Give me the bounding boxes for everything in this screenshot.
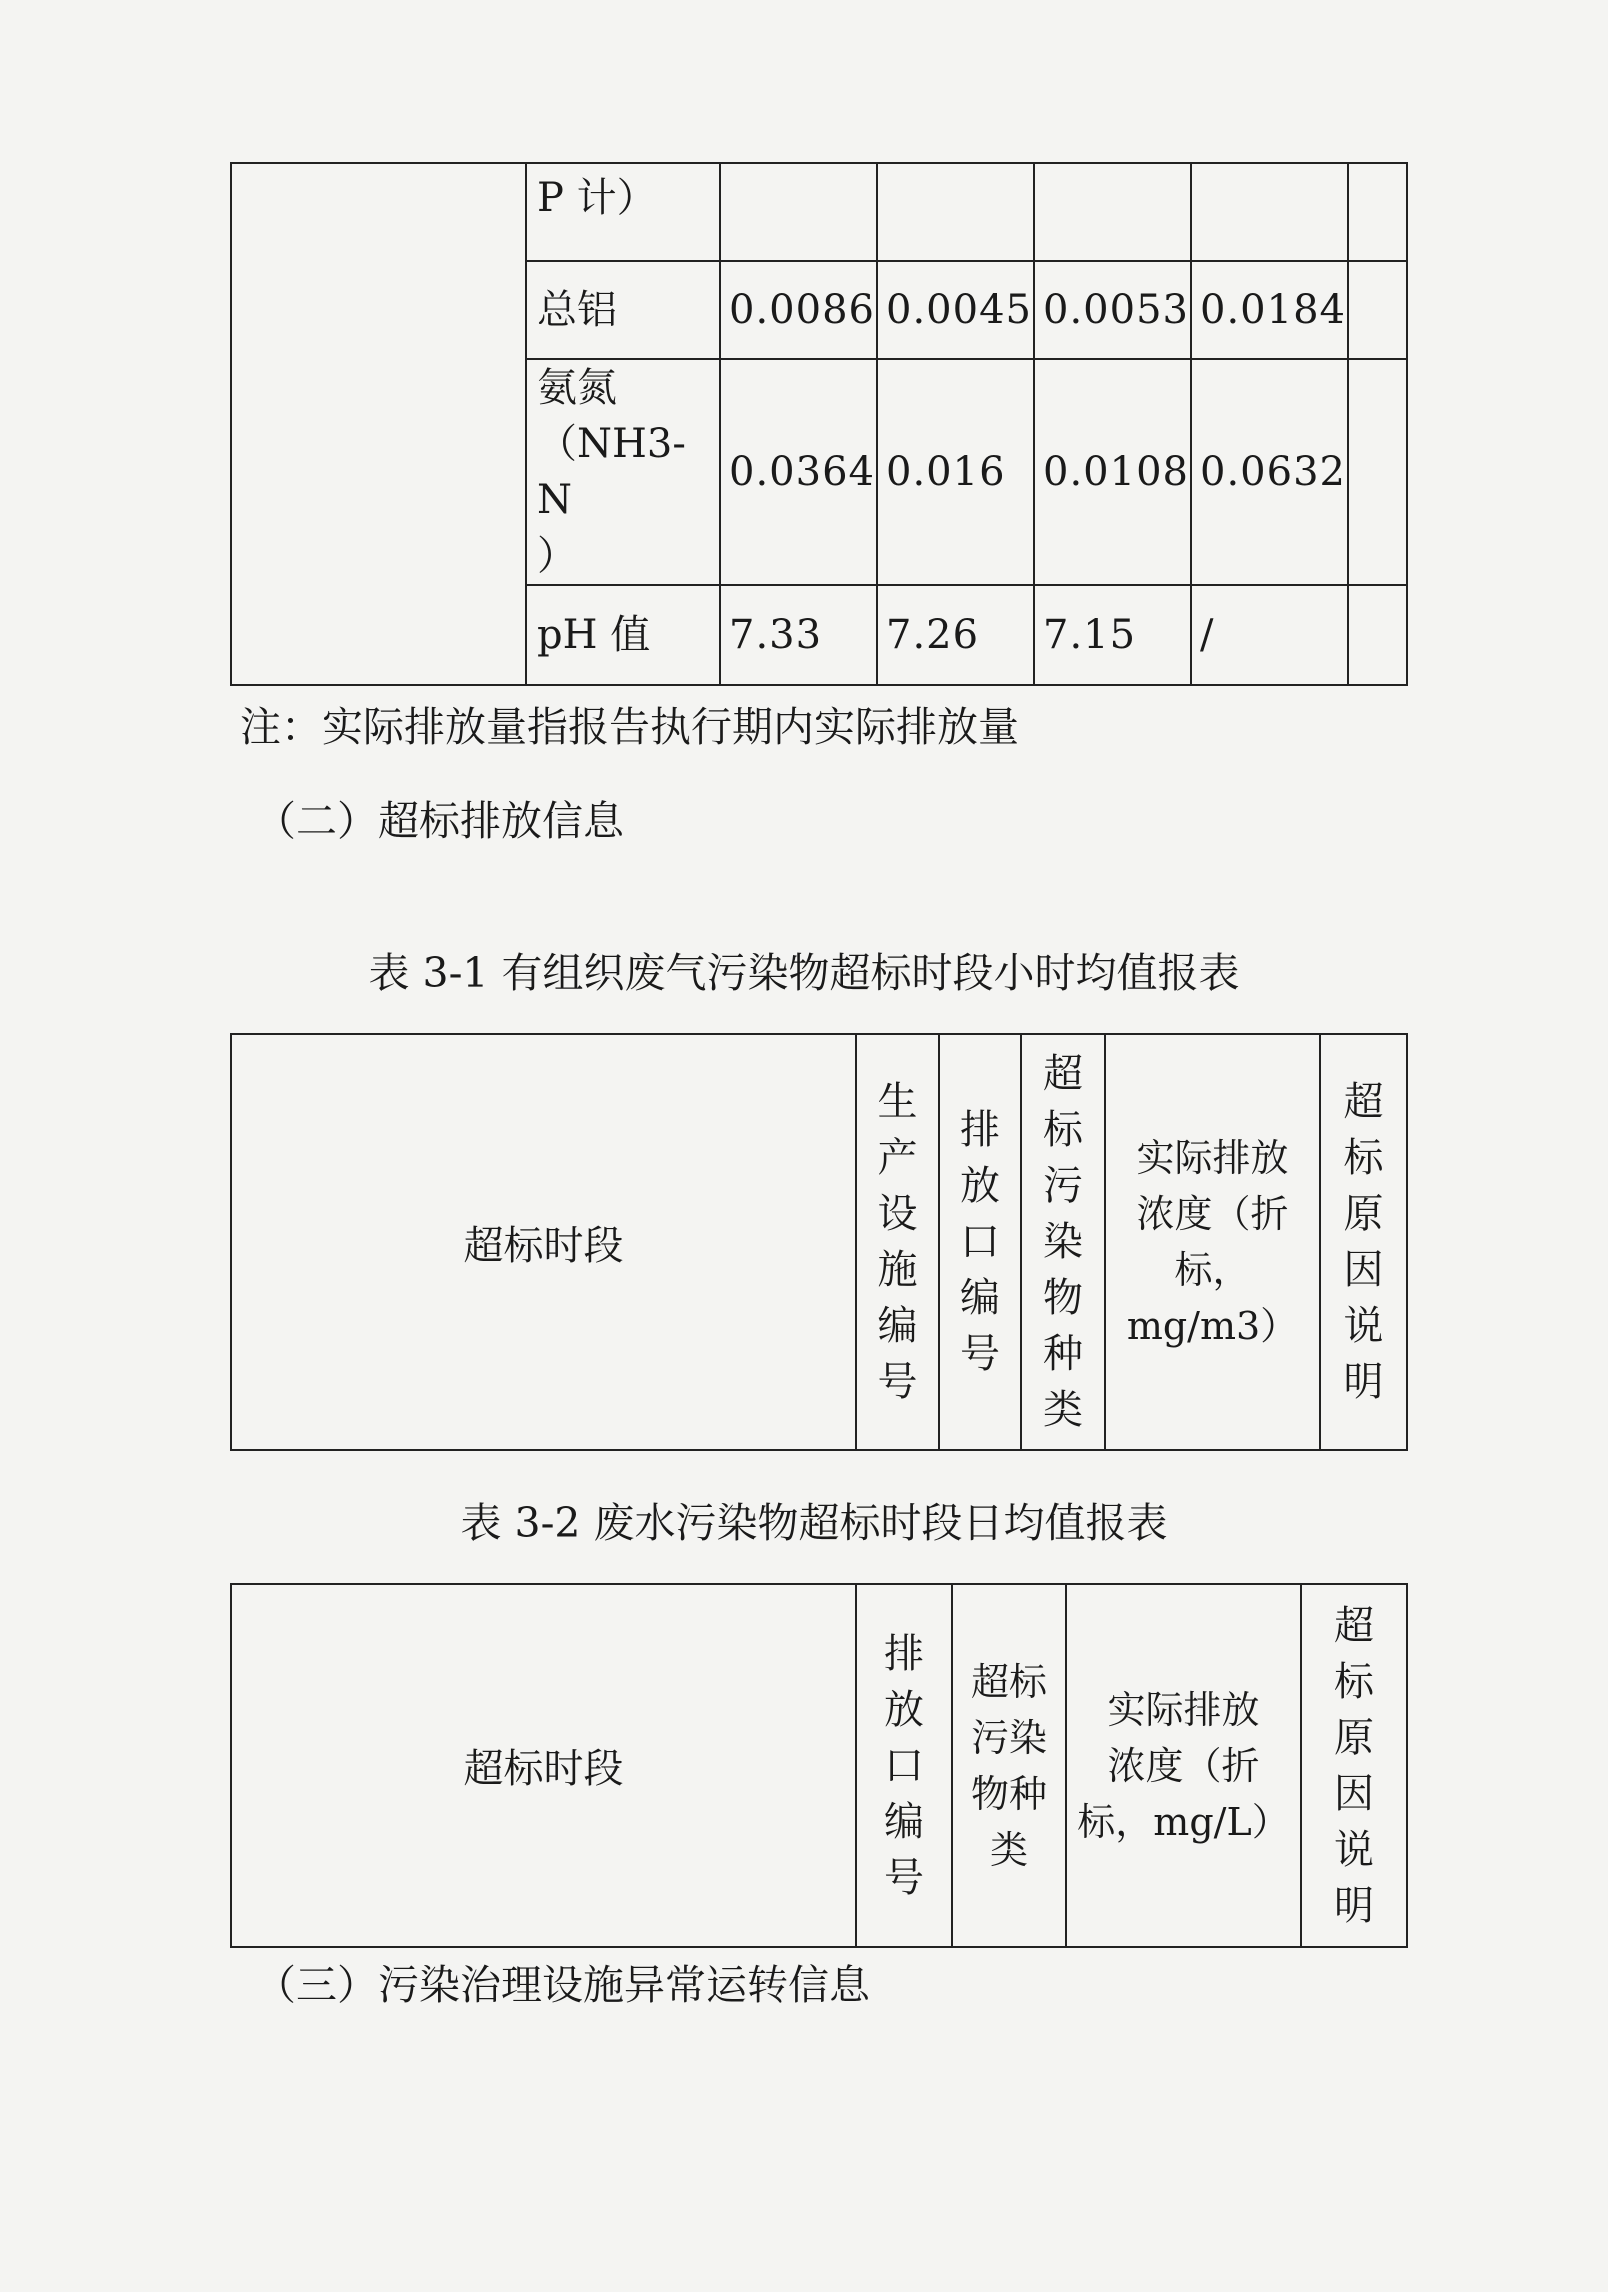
header-line: 超标 [970,1659,1047,1704]
value-cell [1034,163,1191,261]
vertical-text: 生产设施编号 [877,1079,918,1405]
emissions-data-table [230,162,1408,686]
header-line: 浓度（折 [1107,1743,1260,1788]
value-cell [1191,163,1348,261]
value-cell: 0.0045 [877,261,1034,359]
value-cell: 7.33 [720,585,877,685]
header-line: mg/m3） [1126,1304,1299,1348]
row-label: P 计） [526,163,720,261]
value-cell: 0.0086 [720,261,877,359]
header-concentration [1066,1584,1301,1947]
header-facility-id [856,1034,939,1450]
table-3-1-caption: 表 3-1 有组织废气污染物超标时段小时均值报表 [368,949,1240,997]
header-pollutant-type [1021,1034,1105,1450]
value-cell [877,163,1034,261]
header-line: 标，mg/L） [1077,1799,1290,1844]
row-label [526,359,720,585]
value-cell: 7.15 [1034,585,1191,685]
value-cell [1348,261,1407,359]
header-line: 实际排放 [1136,1136,1289,1180]
header-reason [1301,1584,1407,1947]
vertical-text: 超标原因说明 [1343,1079,1384,1405]
header-line: 类 [989,1827,1028,1872]
value-cell: 0.016 [877,359,1034,585]
value-cell [720,163,877,261]
header-line: 物种 [970,1771,1047,1816]
vertical-text: 排放口编号 [884,1630,924,1901]
value-cell: 0.0632 [1191,359,1348,585]
row-label: pH 值 [526,585,720,685]
table-3-2 [230,1583,1408,1948]
vertical-text: 排放口编号 [960,1107,1000,1377]
value-cell [1348,585,1407,685]
row-label: 总铝 [526,261,720,359]
value-cell: 0.0184 [1191,261,1348,359]
label-line: 氨氮 [537,365,617,411]
vertical-text: 超标原因说明 [1334,1602,1374,1929]
header-period: 超标时段 [231,1034,856,1450]
section-heading-3: （三）污染治理设施异常运转信息 [255,1961,870,2009]
value-cell: 0.0364 [720,359,877,585]
header-row [231,1584,1407,1947]
table-3-1 [230,1033,1408,1451]
value-cell: 0.0053 [1034,261,1191,359]
header-reason [1320,1034,1407,1450]
section-heading-2: （二）超标排放信息 [255,797,624,845]
value-cell: 7.26 [877,585,1034,685]
vertical-text: 超标污染物种类 [1043,1051,1083,1433]
value-cell [1348,163,1407,261]
value-cell: / [1191,585,1348,685]
merged-category-cell [231,163,526,685]
header-outlet-id [939,1034,1021,1450]
header-line: 浓度（折 [1136,1192,1289,1236]
table-row [231,163,1407,261]
header-row [231,1034,1407,1450]
header-period: 超标时段 [231,1584,856,1947]
header-line: 标， [1174,1248,1251,1292]
header-line: 实际排放 [1107,1687,1260,1732]
header-concentration [1105,1034,1320,1450]
header-line: 污染 [970,1715,1047,1760]
value-cell [1348,359,1407,585]
label-line: ） [537,533,577,579]
table-note: 注：实际排放量指报告执行期内实际排放量 [240,703,1019,751]
header-pollutant-type [952,1584,1066,1947]
label-line: （NH3-N [537,421,686,523]
value-cell: 0.0108 [1034,359,1191,585]
table-3-2-caption: 表 3-2 废水污染物超标时段日均值报表 [460,1499,1168,1547]
header-outlet-id [856,1584,952,1947]
